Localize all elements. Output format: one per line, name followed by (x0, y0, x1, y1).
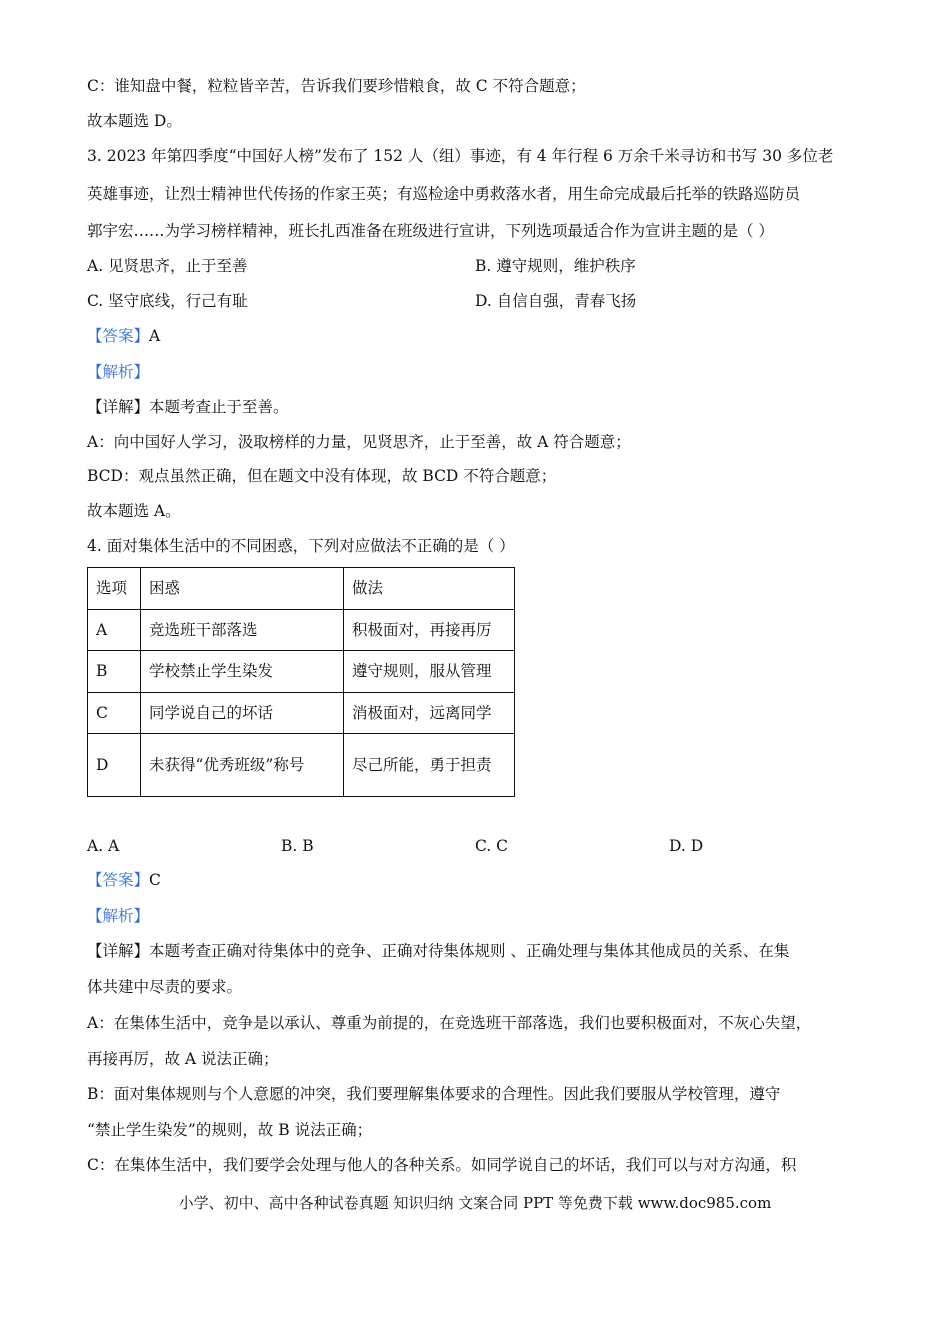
table-row (88, 693, 515, 734)
conclusion-line: 故本题选 D。 (87, 112, 182, 130)
option-c-explanation: C：谁知盘中餐，粒粒皆辛苦，告诉我们要珍惜粮食，故 C 不符合题意； (87, 77, 586, 95)
q4-explanation-c-line-1: C：在集体生活中，我们要学会处理与他人的各种关系。如同学说自己的坏话，我们可以与对方沟通，积 (87, 1156, 797, 1174)
table-header-cell: 选项 (88, 568, 141, 610)
table-header-cell: 困惑 (141, 568, 344, 610)
q3-explanation-bcd: BCD：观点虽然正确，但在题文中没有体现，故 BCD 不符合题意； (87, 467, 557, 485)
q4-explanation-b-line-2: “禁止学生染发”的规则，故 B 说法正确； (87, 1121, 373, 1139)
table-cell: 学校禁止学生染发 (141, 651, 344, 693)
q3-stem-line-2: 英雄事迹，让烈士精神世代传扬的作家王英；有巡检途中勇救落水者，用生命完成最后托举的铁路巡防员 (87, 185, 801, 203)
q4-explanation-a-line-1: A：在集体生活中，竞争是以承认、尊重为前提的，在竞选班干部落选，我们也要积极面对，不灰心失望， (87, 1014, 812, 1032)
table-cell: C (88, 693, 141, 734)
table-cell: 竞选班干部落选 (141, 610, 344, 651)
table-header-row (88, 568, 515, 610)
q4-option-b: B. B (281, 837, 314, 855)
answer-value: A (149, 327, 161, 345)
q3-stem-line-1: 3. 2023 年第四季度“中国好人榜”发布了 152 人（组）事迹，有 4 年行程 6 万余千米寻访和书写 30 多位老 (87, 147, 834, 165)
q4-option-c: C. C (475, 837, 509, 855)
q3-explanation-a: A：向中国好人学习，汲取榜样的力量，见贤思齐，止于至善，故 A 符合题意； (87, 433, 631, 451)
table-cell: B (88, 651, 141, 693)
table-cell: 同学说自己的坏话 (141, 693, 344, 734)
answer-tag: 【答案】 (87, 871, 150, 889)
answer-value: C (149, 871, 161, 889)
q3-answer (87, 326, 160, 346)
q3-option-b: B. 遵守规则，维护秩序 (475, 257, 636, 275)
q4-option-a: A. A (87, 837, 120, 855)
table-row (88, 651, 515, 693)
table-cell: A (88, 610, 141, 651)
q4-stem: 4. 面对集体生活中的不同困惑，下列对应做法不正确的是（ ） (87, 537, 515, 555)
page-footer: 小学、初中、高中各种试卷真题 知识归纳 文案合同 PPT 等免费下载 www.doc985.com (178, 1194, 772, 1212)
q3-detail: 【详解】本题考查止于至善。 (87, 398, 289, 416)
q4-table (87, 567, 515, 797)
q4-explanation-a-line-2: 再接再厉，故 A 说法正确； (87, 1050, 279, 1068)
table-row (88, 734, 515, 797)
table-cell: 消极面对，远离同学 (344, 693, 515, 734)
q3-analysis-tag: 【解析】 (87, 363, 150, 381)
q3-stem-line-3: 郭宇宏……为学习榜样精神，班长扎西准备在班级进行宣讲，下列选项最适合作为宣讲主题的是（ ） (87, 222, 774, 240)
q4-analysis-tag: 【解析】 (87, 907, 150, 925)
q3-option-a: A. 见贤思齐，止于至善 (87, 257, 248, 275)
q4-explanation-b-line-1: B：面对集体规则与个人意愿的冲突，我们要理解集体要求的合理性。因此我们要服从学校管理，遵守 (87, 1085, 781, 1103)
q3-conclusion: 故本题选 A。 (87, 502, 181, 520)
table-cell: 尽己所能，勇于担责 (344, 734, 515, 797)
table-cell: 未获得“优秀班级”称号 (141, 734, 344, 797)
q4-detail-line-2: 体共建中尽责的要求。 (87, 978, 243, 996)
table-cell: 遵守规则，服从管理 (344, 651, 515, 693)
answer-tag: 【答案】 (87, 327, 150, 345)
table-header-cell: 做法 (344, 568, 515, 610)
q4-option-d: D. D (669, 837, 704, 855)
q4-detail-line-1: 【详解】本题考查正确对待集体中的竞争、正确对待集体规则 、正确处理与集体其他成员的关系、在集 (87, 942, 790, 960)
table-cell: 积极面对，再接再厉 (344, 610, 515, 651)
q3-option-d: D. 自信自强，青春飞扬 (475, 292, 637, 310)
table-cell: D (88, 734, 141, 797)
table-row (88, 610, 515, 651)
q3-option-c: C. 坚守底线，行己有耻 (87, 292, 248, 310)
q4-answer (87, 870, 161, 890)
